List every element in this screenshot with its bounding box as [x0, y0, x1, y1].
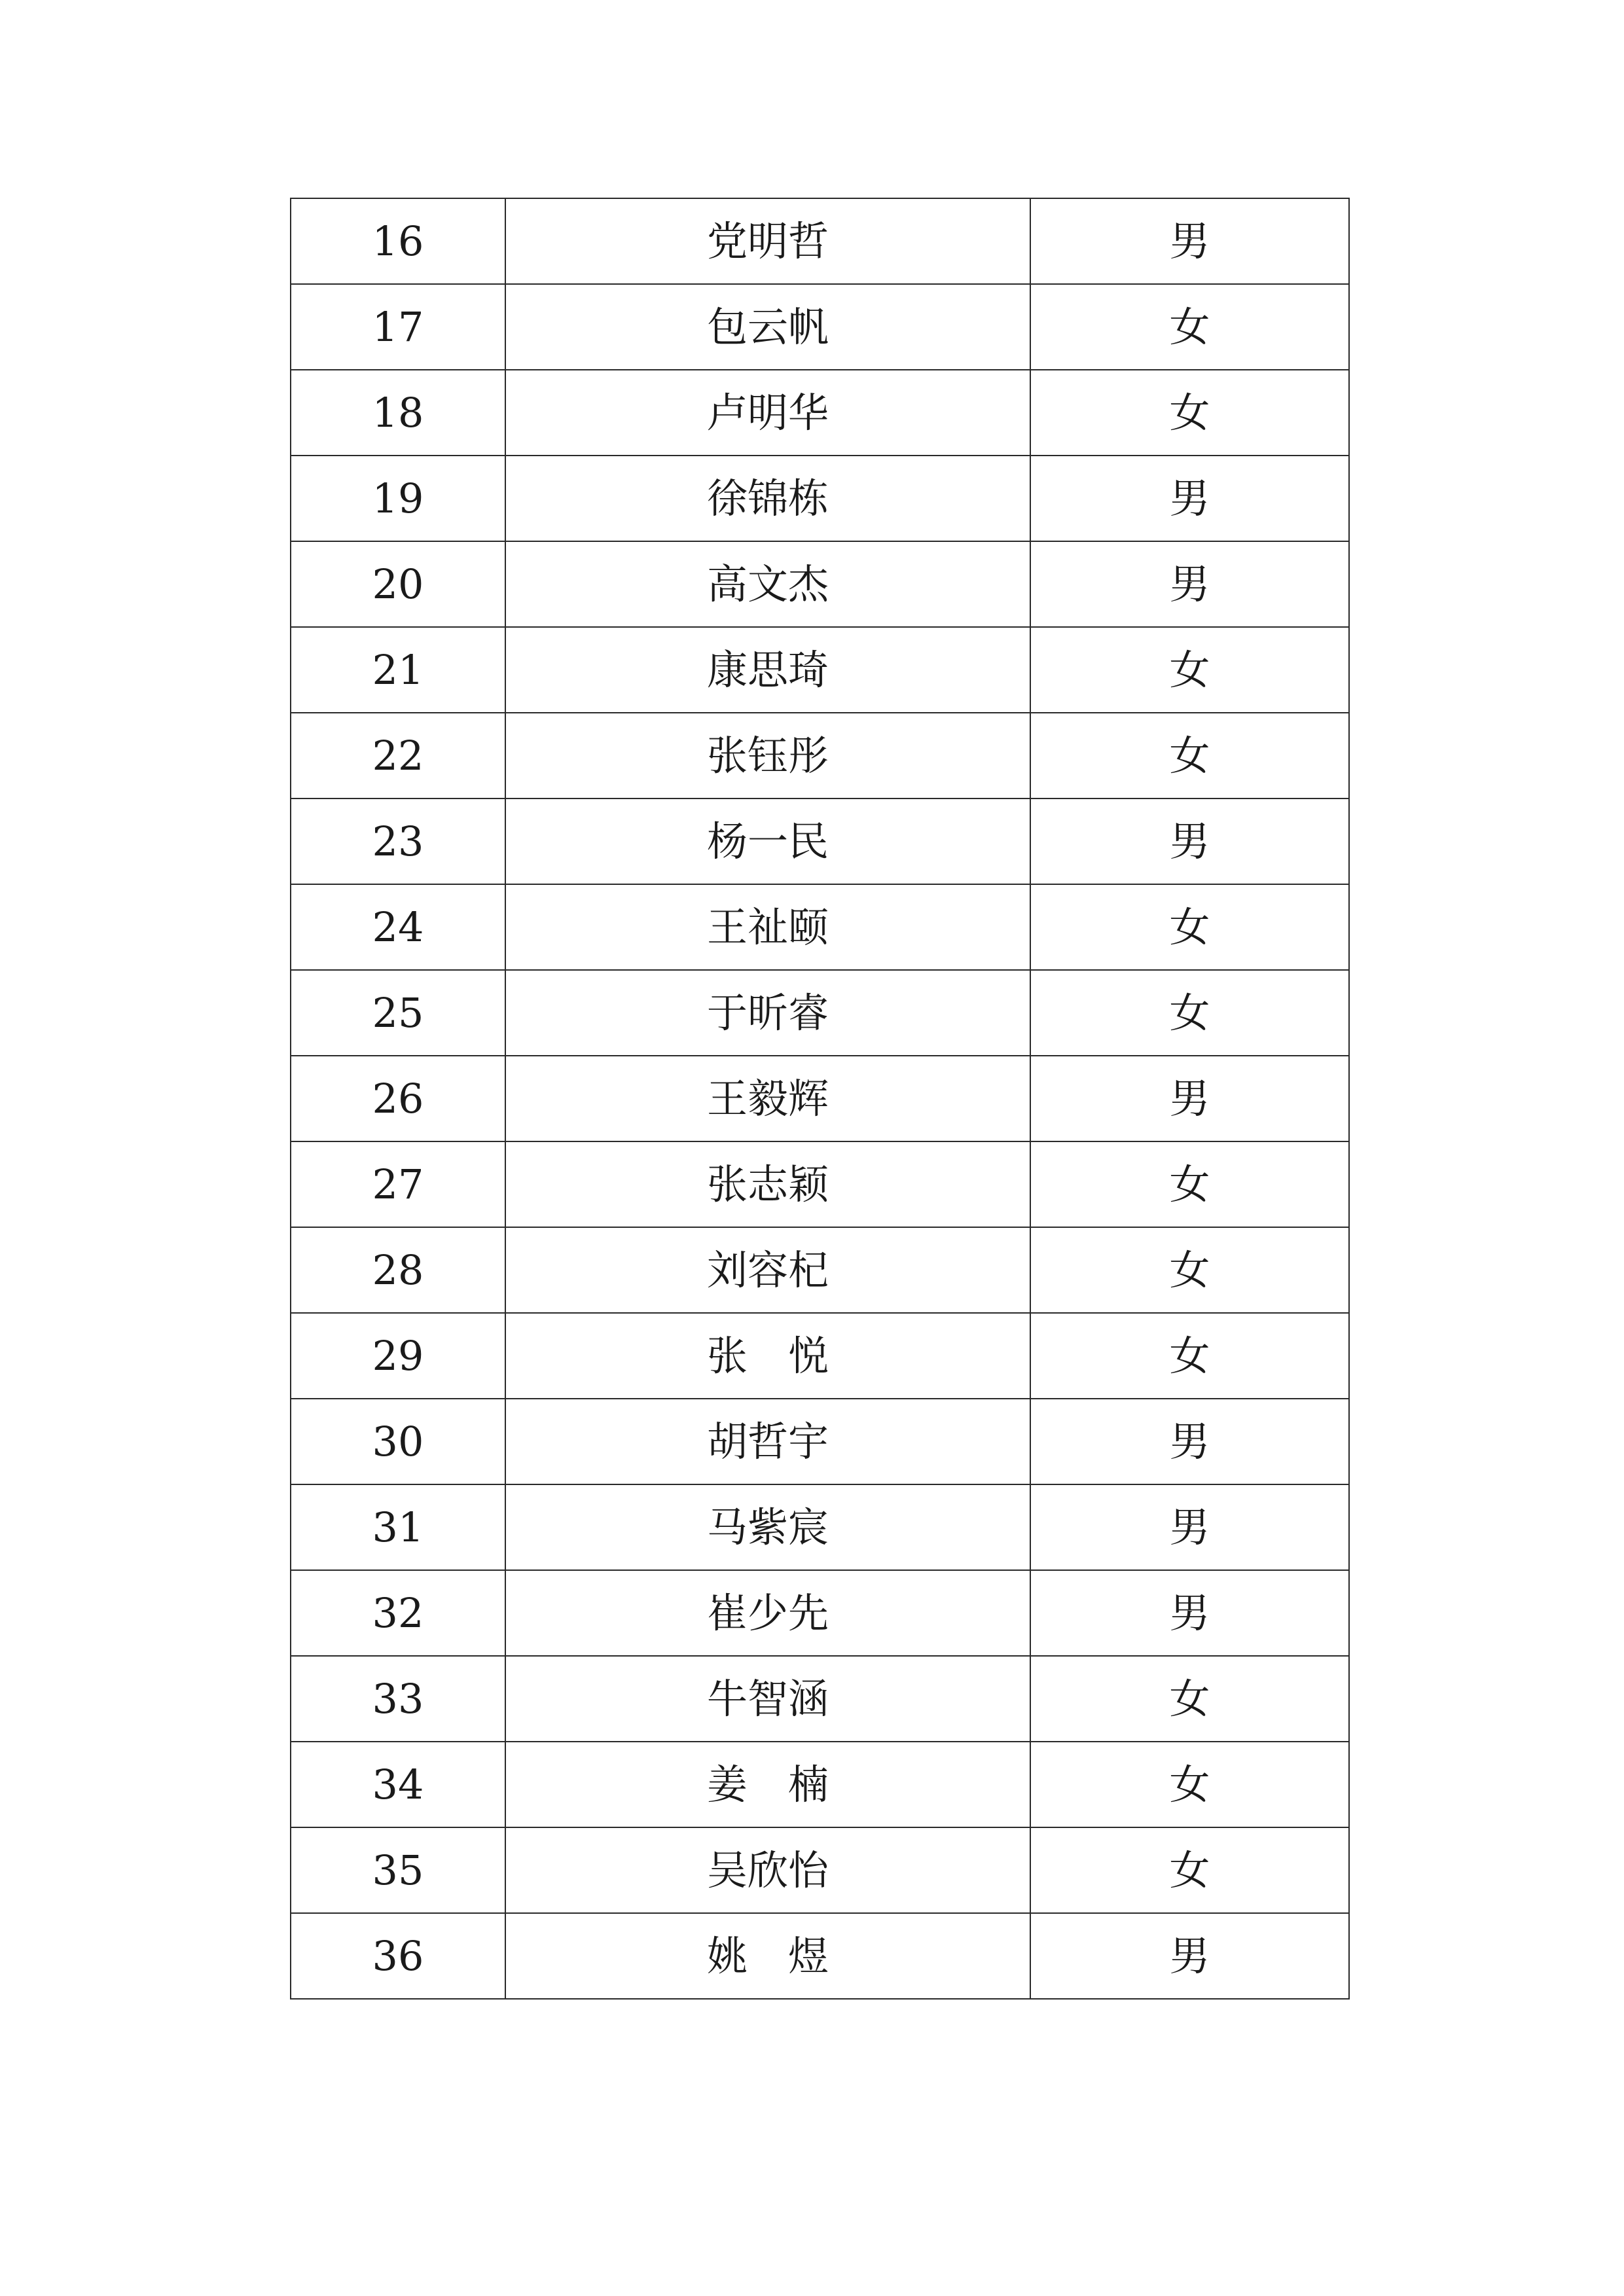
table-row [291, 1141, 1349, 1227]
student-name: 党明哲 [505, 198, 1030, 284]
student-gender: 女 [1030, 1827, 1349, 1913]
row-number: 31 [291, 1484, 505, 1570]
student-name: 张 悦 [505, 1313, 1030, 1399]
student-gender: 女 [1030, 627, 1349, 713]
row-number: 27 [291, 1141, 505, 1227]
student-gender: 男 [1030, 798, 1349, 884]
student-name: 康思琦 [505, 627, 1030, 713]
table-row [291, 456, 1349, 541]
student-gender: 男 [1030, 1484, 1349, 1570]
table-row [291, 1827, 1349, 1913]
student-name: 卢明华 [505, 370, 1030, 456]
row-number: 16 [291, 198, 505, 284]
student-name: 张志颖 [505, 1141, 1030, 1227]
student-gender: 女 [1030, 284, 1349, 370]
row-number: 18 [291, 370, 505, 456]
row-number: 33 [291, 1656, 505, 1742]
row-number: 24 [291, 884, 505, 970]
table-row [291, 970, 1349, 1056]
table-row [291, 1399, 1349, 1484]
student-gender: 女 [1030, 370, 1349, 456]
student-gender: 女 [1030, 713, 1349, 798]
row-number: 30 [291, 1399, 505, 1484]
table-row [291, 798, 1349, 884]
table-row [291, 1742, 1349, 1827]
student-gender: 女 [1030, 884, 1349, 970]
student-gender: 女 [1030, 970, 1349, 1056]
table-row [291, 1570, 1349, 1656]
row-number: 26 [291, 1056, 505, 1141]
table-row [291, 198, 1349, 284]
student-name: 姜 楠 [505, 1742, 1030, 1827]
roster-table-body [291, 198, 1349, 1999]
table-row [291, 1913, 1349, 1999]
row-number: 29 [291, 1313, 505, 1399]
student-name: 张钰彤 [505, 713, 1030, 798]
student-name: 王祉颐 [505, 884, 1030, 970]
student-name: 崔少先 [505, 1570, 1030, 1656]
student-name: 于昕睿 [505, 970, 1030, 1056]
roster-table [290, 198, 1350, 2000]
student-name: 马紫宸 [505, 1484, 1030, 1570]
student-name: 刘容杞 [505, 1227, 1030, 1313]
table-row [291, 1227, 1349, 1313]
row-number: 34 [291, 1742, 505, 1827]
table-row [291, 370, 1349, 456]
row-number: 28 [291, 1227, 505, 1313]
student-gender: 男 [1030, 1399, 1349, 1484]
row-number: 32 [291, 1570, 505, 1656]
row-number: 35 [291, 1827, 505, 1913]
table-row [291, 713, 1349, 798]
student-gender: 女 [1030, 1313, 1349, 1399]
row-number: 20 [291, 541, 505, 627]
row-number: 36 [291, 1913, 505, 1999]
table-row [291, 627, 1349, 713]
row-number: 21 [291, 627, 505, 713]
row-number: 17 [291, 284, 505, 370]
table-row [291, 1313, 1349, 1399]
student-name: 牛智涵 [505, 1656, 1030, 1742]
table-row [291, 884, 1349, 970]
table-row [291, 1656, 1349, 1742]
table-row [291, 1056, 1349, 1141]
row-number: 19 [291, 456, 505, 541]
student-name: 吴欣怡 [505, 1827, 1030, 1913]
student-name: 高文杰 [505, 541, 1030, 627]
row-number: 25 [291, 970, 505, 1056]
student-name: 杨一民 [505, 798, 1030, 884]
student-name: 王毅辉 [505, 1056, 1030, 1141]
student-name: 胡哲宇 [505, 1399, 1030, 1484]
student-gender: 男 [1030, 456, 1349, 541]
student-gender: 女 [1030, 1656, 1349, 1742]
student-gender: 女 [1030, 1742, 1349, 1827]
student-gender: 男 [1030, 1570, 1349, 1656]
student-name: 徐锦栋 [505, 456, 1030, 541]
student-gender: 男 [1030, 198, 1349, 284]
student-name: 姚 煜 [505, 1913, 1030, 1999]
table-row [291, 541, 1349, 627]
student-gender: 男 [1030, 1056, 1349, 1141]
row-number: 23 [291, 798, 505, 884]
student-name: 包云帆 [505, 284, 1030, 370]
row-number: 22 [291, 713, 505, 798]
student-gender: 男 [1030, 1913, 1349, 1999]
student-gender: 女 [1030, 1141, 1349, 1227]
student-gender: 男 [1030, 541, 1349, 627]
table-row [291, 284, 1349, 370]
student-gender: 女 [1030, 1227, 1349, 1313]
table-row [291, 1484, 1349, 1570]
